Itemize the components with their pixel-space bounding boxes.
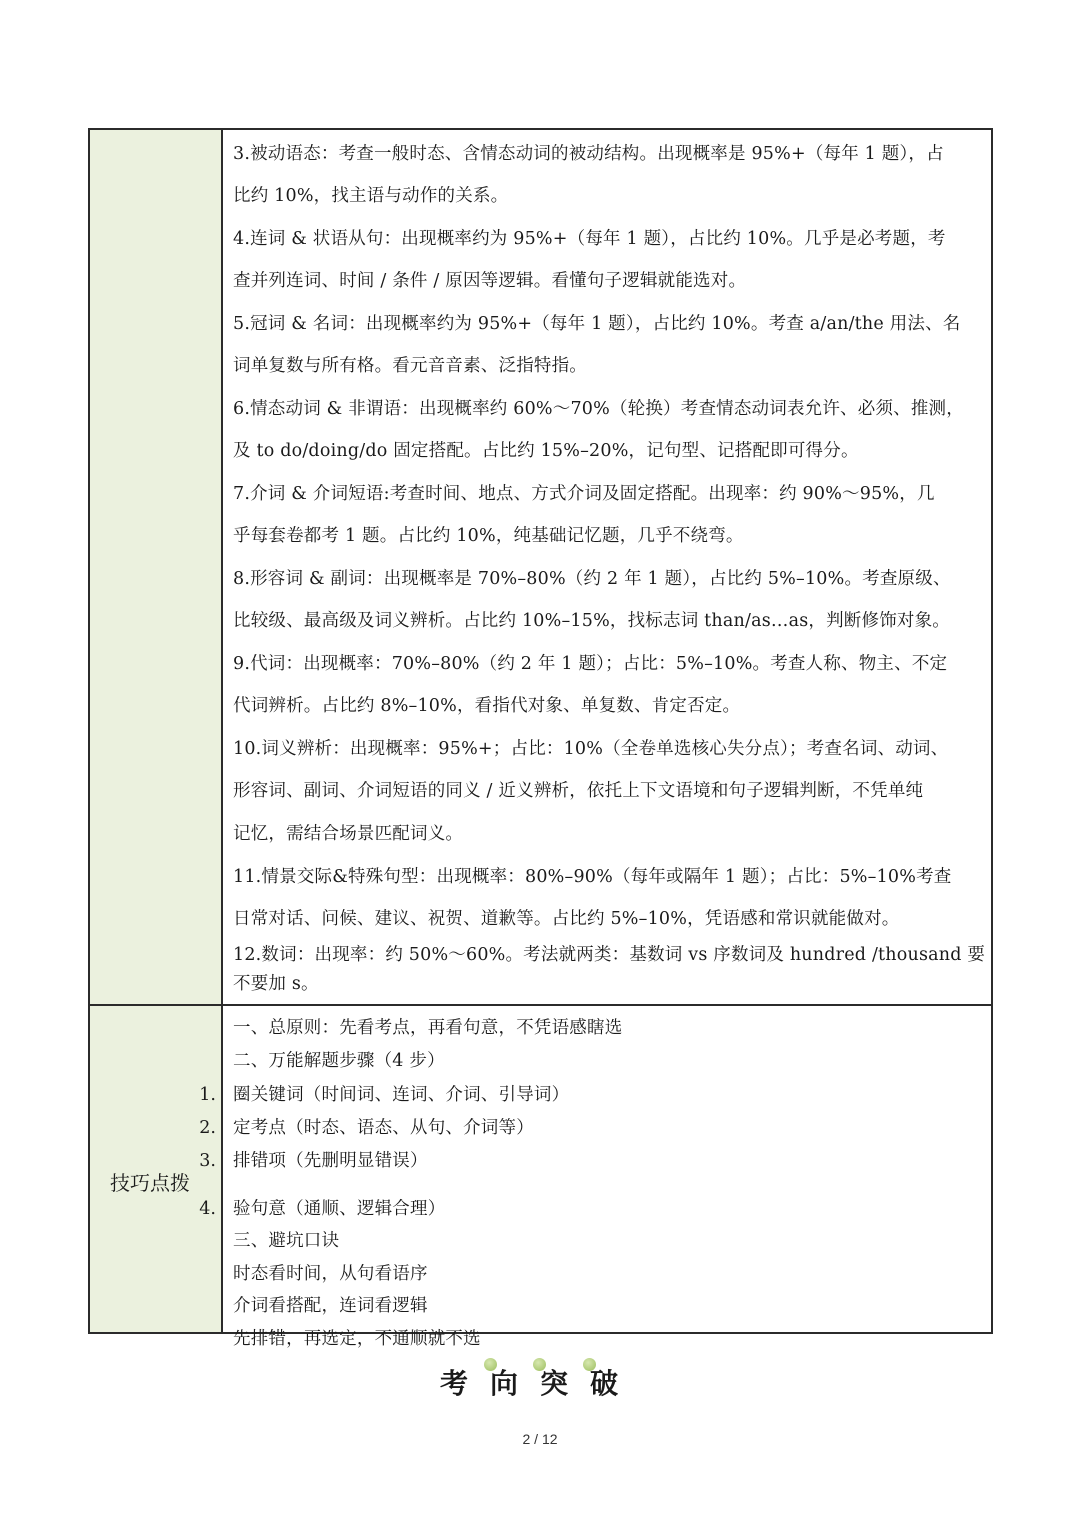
- table-label-cell-top: [89, 129, 222, 1005]
- tips-line: 介词看搭配，连词看逻辑: [233, 1296, 428, 1316]
- content-line: 词单复数与所有格。看元音音素、泛指特指。: [233, 356, 587, 376]
- table-border-left: [88, 128, 90, 1334]
- tips-line: 一、总原则：先看考点，再看句意，不凭语感瞎选: [233, 1018, 623, 1038]
- content-line: 记忆，需结合场景匹配词义。: [233, 824, 464, 844]
- content-line: 6.情态动词 & 非谓语：出现概率约 60%～70%（轮换）考查情态动词表允许、必须、推测，: [233, 399, 964, 419]
- tips-line: 三、避坑口诀: [233, 1231, 340, 1251]
- step-number: 4.: [199, 1199, 216, 1219]
- table-border-divider: [221, 128, 223, 1334]
- content-line: 7.介词 & 介词短语:考查时间、地点、方式介词及固定搭配。出现率：约 90%～95%，几: [233, 484, 935, 504]
- tips-line: 先排错，再选定，不通顺就不选: [233, 1329, 481, 1349]
- section-heading: 考向突破: [439, 1367, 640, 1400]
- content-line: 3.被动语态：考查一般时态、含情态动词的被动结构。出现概率是 95%+（每年 1 题），占: [233, 144, 944, 164]
- table-border-top: [88, 128, 993, 130]
- content-line: 查并列连词、时间 / 条件 / 原因等逻辑。看懂句子逻辑就能选对。: [233, 271, 747, 291]
- table-border-right: [991, 128, 993, 1334]
- tips-line: 二、万能解题步骤（4 步）: [233, 1051, 445, 1071]
- content-line: 形容词、副词、介词短语的同义 / 近义辨析，依托上下文语境和句子逻辑判断，不凭单纯: [233, 781, 924, 801]
- content-line: 11.情景交际&特殊句型：出现概率：80%–90%（每年或隔年 1 题）；占比：5%–10%考查: [233, 867, 952, 887]
- content-line: 5.冠词 & 名词：出现概率约为 95%+（每年 1 题），占比约 10%。考查 a/an/the 用法、名: [233, 314, 961, 334]
- tips-line: 时态看时间，从句看语序: [233, 1264, 428, 1284]
- content-line: 日常对话、问候、建议、祝贺、道歉等。占比约 5%–10%，凭语感和常识就能做对。: [233, 909, 900, 929]
- content-line: 10.词义辨析：出现概率：95%+；占比：10%（全卷单选核心失分点）；考查名词、动词、: [233, 739, 949, 759]
- content-line: 4.连词 & 状语从句：出现概率约为 95%+（每年 1 题），占比约 10%。几乎是必考题，考: [233, 229, 946, 249]
- content-line: 比较级、最高级及词义辨析。占比约 10%–15%，找标志词 than/as…as，判断修饰对象。: [233, 611, 950, 631]
- tips-label: 技巧点拨: [110, 1171, 190, 1195]
- tips-line: 定考点（时态、语态、从句、介词等）: [233, 1118, 534, 1138]
- content-line: 9.代词：出现概率：70%–80%（约 2 年 1 题）；占比：5%–10%。考查人称、物主、不定: [233, 654, 948, 674]
- table-border-middle: [88, 1004, 993, 1006]
- content-line: 代词辨析。占比约 8%–10%，看指代对象、单复数、肯定否定。: [233, 696, 741, 716]
- content-line: 比约 10%，找主语与动作的关系。: [233, 186, 509, 206]
- content-line: 及 to do/doing/do 固定搭配。占比约 15%–20%，记句型、记搭配即可得分。: [233, 441, 859, 461]
- content-line: 8.形容词 & 副词：出现概率是 70%–80%（约 2 年 1 题），占比约 5%–10%。考查原级、: [233, 569, 951, 589]
- step-number: 3.: [199, 1151, 216, 1171]
- step-number: 1.: [199, 1085, 216, 1105]
- content-line: 乎每套卷都考 1 题。占比约 10%，纯基础记忆题，几乎不绕弯。: [233, 526, 744, 546]
- step-number: 2.: [199, 1118, 216, 1138]
- content-line: 12.数词：出现率：约 50%～60%。考法就两类：基数词 vs 序数词及 hundred /thousand 要: [233, 945, 986, 965]
- tips-line: 圈关键词（时间词、连词、介词、引导词）: [233, 1085, 570, 1105]
- page-number: 2 / 12: [522, 1431, 558, 1447]
- content-line: 不要加 s。: [233, 974, 319, 994]
- tips-line: 验句意（通顺、逻辑合理）: [233, 1199, 446, 1219]
- tips-line: 排错项（先删明显错误）: [233, 1151, 428, 1171]
